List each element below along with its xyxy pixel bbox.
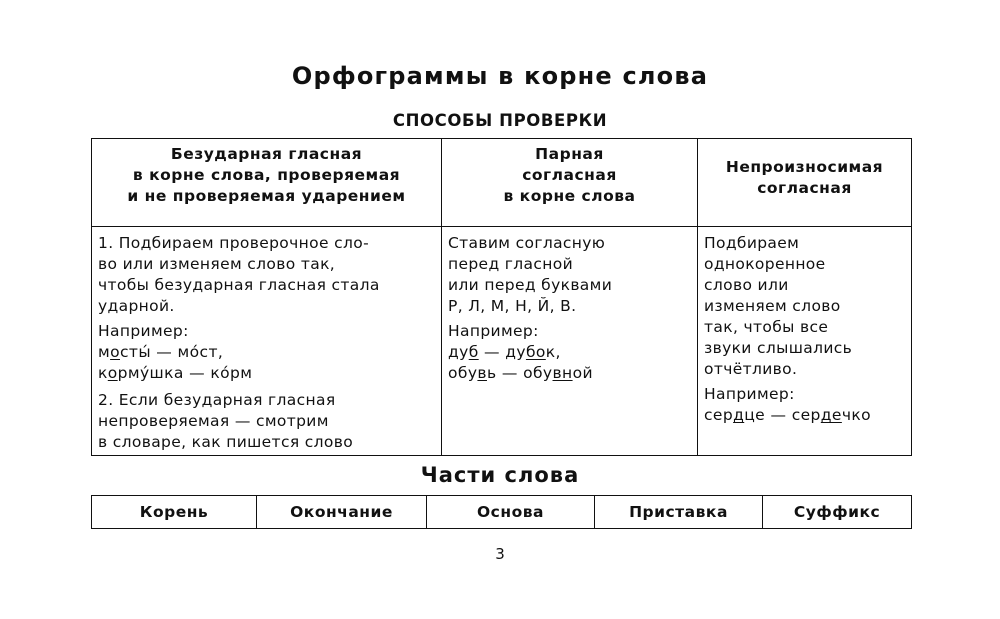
header-unstressed-vowel: Безударная гласная в корне слова, проверяемая и не проверяемая ударением [92, 139, 442, 227]
example-line: обувь — обувной [448, 364, 593, 382]
parts-table [91, 495, 912, 529]
example-line: сердце — сердечко [704, 406, 872, 424]
header-paired-consonant: Парная согласная в корне слова [442, 139, 698, 227]
part-root: Корень [92, 496, 257, 529]
section-subtitle: СПОСОБЫ ПРОВЕРКИ [392, 111, 608, 130]
cell-unstressed-vowel [92, 227, 442, 456]
rule-text: Ставим согласную перед гласной или перед буквами Р, Л, М, Н, Й, В. [448, 234, 613, 315]
example-label: Например: [448, 322, 539, 340]
part-suffix: Суффикс [763, 496, 912, 529]
table-header-row [92, 139, 912, 227]
check-methods-table [91, 138, 912, 456]
example-label: Например: [704, 385, 795, 403]
part-stem: Основа [427, 496, 595, 529]
parts-row [92, 496, 912, 529]
example-label: Например: [98, 322, 189, 340]
step1-text: 1. Подбираем проверочное сло- во или изменяем слово так, чтобы безударная гласная стала ударной. [98, 234, 380, 315]
example-line: дуб — дубок, [448, 343, 561, 361]
rule-text: Подбираем однокоренное слово или изменяем слово так, чтобы все звуки слышались отчётливо. [704, 234, 853, 378]
example-line: корму́шка — ко́рм [98, 364, 253, 382]
step2-text: 2. Если безударная гласная непроверяемая — смотрим в словаре, как пишется слово [98, 391, 354, 451]
page-number: 3 [495, 545, 505, 563]
header-silent-consonant: Непроизносимая согласная [698, 139, 912, 227]
table-body-row [92, 227, 912, 456]
example-line: мосты́ — мо́ст, [98, 343, 224, 361]
part-ending: Окончание [257, 496, 427, 529]
cell-silent-consonant [698, 227, 912, 456]
cell-paired-consonant [442, 227, 698, 456]
page-title: Орфограммы в корне слова [291, 62, 709, 90]
parts-section-title: Части слова [420, 463, 580, 487]
part-prefix: Приставка [595, 496, 763, 529]
